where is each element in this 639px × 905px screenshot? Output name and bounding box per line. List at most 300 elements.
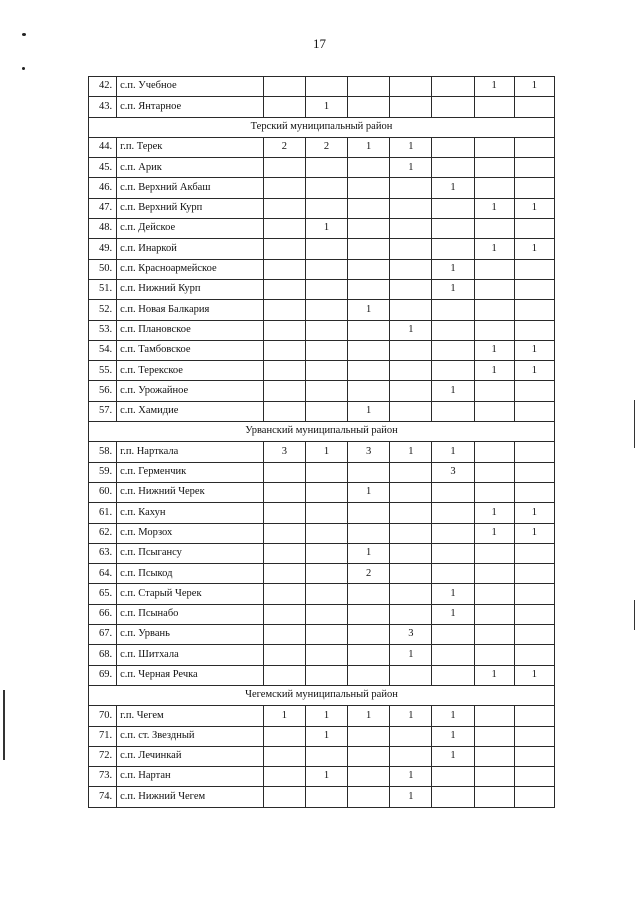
row-number: 46. [89, 178, 117, 198]
value-cell [348, 361, 390, 381]
value-cell [305, 482, 347, 502]
value-cell [305, 300, 347, 320]
table-row [89, 219, 555, 239]
value-cell [305, 361, 347, 381]
settlement-name: с.п. Шитхала [117, 645, 264, 665]
value-cell [305, 584, 347, 604]
value-cell [263, 381, 305, 401]
value-cell [432, 503, 474, 523]
settlement-name: с.п. Псыкод [117, 564, 264, 584]
value-cell [514, 726, 554, 746]
value-cell [474, 482, 514, 502]
value-cell [514, 219, 554, 239]
value-cell: 1 [348, 706, 390, 726]
value-cell [305, 239, 347, 259]
value-cell [390, 665, 432, 685]
value-cell: 1 [348, 482, 390, 502]
value-cell [348, 584, 390, 604]
value-cell: 1 [432, 442, 474, 462]
value-cell: 3 [390, 625, 432, 645]
value-cell: 1 [514, 523, 554, 543]
value-cell [514, 178, 554, 198]
row-number: 52. [89, 300, 117, 320]
value-cell [390, 726, 432, 746]
scan-edge-mark [634, 600, 635, 630]
value-cell: 1 [305, 442, 347, 462]
value-cell [263, 279, 305, 299]
value-cell [263, 259, 305, 279]
value-cell: 1 [514, 361, 554, 381]
value-cell: 1 [348, 137, 390, 157]
scan-speck [22, 67, 25, 70]
value-cell: 1 [474, 239, 514, 259]
value-cell [514, 442, 554, 462]
value-cell [305, 77, 347, 97]
row-number: 61. [89, 503, 117, 523]
value-cell [514, 767, 554, 787]
value-cell [305, 198, 347, 218]
value-cell [474, 564, 514, 584]
value-cell [514, 625, 554, 645]
value-cell [514, 279, 554, 299]
value-cell: 1 [514, 503, 554, 523]
table-row [89, 564, 555, 584]
settlement-name: с.п. Морзох [117, 523, 264, 543]
value-cell [305, 279, 347, 299]
settlement-name: с.п. Учебное [117, 77, 264, 97]
value-cell [305, 340, 347, 360]
value-cell [390, 279, 432, 299]
settlement-name: с.п. Янтарное [117, 97, 264, 117]
value-cell [432, 523, 474, 543]
value-cell [305, 503, 347, 523]
value-cell [474, 300, 514, 320]
value-cell: 1 [432, 259, 474, 279]
value-cell: 1 [390, 706, 432, 726]
table-row [89, 746, 555, 766]
section-header-row [89, 685, 555, 705]
row-number: 65. [89, 584, 117, 604]
value-cell [514, 381, 554, 401]
table-row [89, 381, 555, 401]
row-number: 51. [89, 279, 117, 299]
table-row [89, 320, 555, 340]
settlement-name: с.п. Герменчик [117, 462, 264, 482]
value-cell: 1 [390, 320, 432, 340]
value-cell [263, 564, 305, 584]
row-number: 59. [89, 462, 117, 482]
value-cell: 1 [474, 361, 514, 381]
value-cell [474, 259, 514, 279]
value-cell [432, 401, 474, 421]
value-cell [390, 361, 432, 381]
settlement-name: с.п. Нартан [117, 767, 264, 787]
row-number: 72. [89, 746, 117, 766]
value-cell [474, 401, 514, 421]
value-cell [390, 219, 432, 239]
value-cell [263, 543, 305, 563]
value-cell: 1 [390, 787, 432, 807]
value-cell [514, 645, 554, 665]
value-cell [305, 158, 347, 178]
table-row [89, 137, 555, 157]
value-cell [348, 381, 390, 401]
value-cell [263, 482, 305, 502]
settlement-name: г.п. Терек [117, 137, 264, 157]
table-row [89, 523, 555, 543]
value-cell: 3 [432, 462, 474, 482]
value-cell: 1 [474, 665, 514, 685]
row-number: 60. [89, 482, 117, 502]
value-cell [432, 340, 474, 360]
table-row [89, 401, 555, 421]
value-cell [514, 543, 554, 563]
table-row [89, 787, 555, 807]
value-cell [474, 787, 514, 807]
value-cell [348, 625, 390, 645]
value-cell [263, 665, 305, 685]
value-cell [390, 523, 432, 543]
row-number: 63. [89, 543, 117, 563]
value-cell [474, 178, 514, 198]
value-cell [348, 746, 390, 766]
value-cell [348, 645, 390, 665]
value-cell [474, 462, 514, 482]
settlement-name: г.п. Нарткала [117, 442, 264, 462]
value-cell [514, 462, 554, 482]
value-cell [263, 767, 305, 787]
value-cell [390, 462, 432, 482]
section-title: Чегемский муниципальный район [89, 685, 555, 705]
value-cell [514, 564, 554, 584]
value-cell: 1 [390, 767, 432, 787]
table-row [89, 361, 555, 381]
value-cell [263, 77, 305, 97]
row-number: 58. [89, 442, 117, 462]
value-cell [263, 320, 305, 340]
value-cell [390, 584, 432, 604]
value-cell [474, 625, 514, 645]
value-cell: 1 [474, 523, 514, 543]
value-cell [263, 97, 305, 117]
value-cell: 1 [305, 219, 347, 239]
settlement-name: с.п. Арик [117, 158, 264, 178]
table-row [89, 279, 555, 299]
table-row [89, 340, 555, 360]
settlement-name: с.п. Псынабо [117, 604, 264, 624]
value-cell [514, 97, 554, 117]
row-number: 53. [89, 320, 117, 340]
row-number: 50. [89, 259, 117, 279]
value-cell [390, 198, 432, 218]
value-cell [514, 320, 554, 340]
value-cell [348, 665, 390, 685]
value-cell [305, 665, 347, 685]
value-cell [263, 584, 305, 604]
value-cell: 1 [432, 279, 474, 299]
value-cell [474, 381, 514, 401]
value-cell [390, 401, 432, 421]
value-cell [263, 625, 305, 645]
value-cell [432, 300, 474, 320]
value-cell [263, 340, 305, 360]
value-cell [263, 746, 305, 766]
value-cell [514, 706, 554, 726]
value-cell [474, 97, 514, 117]
value-cell: 1 [390, 442, 432, 462]
value-cell: 1 [432, 746, 474, 766]
value-cell [305, 462, 347, 482]
value-cell: 1 [390, 137, 432, 157]
row-number: 67. [89, 625, 117, 645]
value-cell [432, 361, 474, 381]
value-cell [432, 137, 474, 157]
value-cell [348, 259, 390, 279]
value-cell: 1 [390, 645, 432, 665]
value-cell: 1 [432, 706, 474, 726]
value-cell [390, 239, 432, 259]
row-number: 70. [89, 706, 117, 726]
scan-edge-mark [3, 690, 5, 760]
value-cell [348, 279, 390, 299]
value-cell [263, 361, 305, 381]
value-cell [474, 158, 514, 178]
value-cell [263, 726, 305, 746]
table-row [89, 259, 555, 279]
value-cell [305, 259, 347, 279]
value-cell: 1 [474, 77, 514, 97]
value-cell [305, 787, 347, 807]
settlement-name: с.п. Хамидие [117, 401, 264, 421]
table-row [89, 97, 555, 117]
settlement-name: с.п. Инаркой [117, 239, 264, 259]
table-row [89, 584, 555, 604]
value-cell [305, 401, 347, 421]
settlement-name: с.п. Нижний Чегем [117, 787, 264, 807]
settlements-table [88, 76, 555, 808]
table-row [89, 239, 555, 259]
row-number: 42. [89, 77, 117, 97]
value-cell [474, 746, 514, 766]
value-cell [263, 300, 305, 320]
value-cell [305, 381, 347, 401]
value-cell [432, 543, 474, 563]
table-row [89, 462, 555, 482]
value-cell [432, 564, 474, 584]
value-cell [305, 564, 347, 584]
value-cell [263, 198, 305, 218]
value-cell: 1 [432, 381, 474, 401]
row-number: 73. [89, 767, 117, 787]
value-cell: 2 [263, 137, 305, 157]
value-cell [432, 320, 474, 340]
value-cell [514, 137, 554, 157]
value-cell: 1 [514, 665, 554, 685]
settlement-name: с.п. Черная Речка [117, 665, 264, 685]
scan-edge-mark [634, 400, 635, 448]
settlement-name: с.п. Нижний Курп [117, 279, 264, 299]
value-cell [474, 137, 514, 157]
value-cell: 1 [432, 178, 474, 198]
value-cell: 1 [432, 584, 474, 604]
row-number: 49. [89, 239, 117, 259]
value-cell [348, 77, 390, 97]
table-row [89, 77, 555, 97]
table-row [89, 442, 555, 462]
value-cell [390, 482, 432, 502]
row-number: 43. [89, 97, 117, 117]
row-number: 54. [89, 340, 117, 360]
value-cell [348, 726, 390, 746]
value-cell [474, 706, 514, 726]
row-number: 55. [89, 361, 117, 381]
table-row [89, 178, 555, 198]
value-cell [263, 239, 305, 259]
table-row [89, 198, 555, 218]
value-cell: 1 [432, 726, 474, 746]
value-cell [390, 259, 432, 279]
value-cell [263, 645, 305, 665]
row-number: 56. [89, 381, 117, 401]
value-cell [390, 77, 432, 97]
value-cell: 1 [514, 198, 554, 218]
settlement-name: с.п. Кахун [117, 503, 264, 523]
value-cell [514, 746, 554, 766]
value-cell [514, 401, 554, 421]
value-cell [390, 564, 432, 584]
row-number: 64. [89, 564, 117, 584]
value-cell [474, 584, 514, 604]
value-cell [390, 503, 432, 523]
settlement-name: с.п. ст. Звездный [117, 726, 264, 746]
value-cell [514, 482, 554, 502]
value-cell: 1 [390, 158, 432, 178]
settlement-name: с.п. Дейское [117, 219, 264, 239]
scan-speck [22, 33, 26, 36]
table-row [89, 625, 555, 645]
table-row [89, 726, 555, 746]
settlement-name: с.п. Урвань [117, 625, 264, 645]
row-number: 48. [89, 219, 117, 239]
value-cell [514, 300, 554, 320]
value-cell [432, 198, 474, 218]
value-cell: 3 [348, 442, 390, 462]
value-cell [432, 645, 474, 665]
page-number: 17 [313, 36, 326, 51]
value-cell: 2 [348, 564, 390, 584]
value-cell [263, 219, 305, 239]
value-cell [263, 462, 305, 482]
value-cell [474, 219, 514, 239]
value-cell: 1 [305, 726, 347, 746]
table-row [89, 767, 555, 787]
table-row [89, 158, 555, 178]
value-cell [263, 178, 305, 198]
settlement-name: с.п. Урожайное [117, 381, 264, 401]
row-number: 45. [89, 158, 117, 178]
settlement-name: с.п. Новая Балкария [117, 300, 264, 320]
value-cell [305, 645, 347, 665]
value-cell [390, 543, 432, 563]
row-number: 71. [89, 726, 117, 746]
row-number: 69. [89, 665, 117, 685]
value-cell [432, 219, 474, 239]
value-cell [305, 178, 347, 198]
value-cell [348, 239, 390, 259]
value-cell: 1 [348, 543, 390, 563]
value-cell [263, 158, 305, 178]
row-number: 68. [89, 645, 117, 665]
row-number: 57. [89, 401, 117, 421]
value-cell [263, 787, 305, 807]
value-cell: 1 [514, 77, 554, 97]
value-cell [263, 604, 305, 624]
value-cell: 2 [305, 137, 347, 157]
value-cell [305, 625, 347, 645]
settlement-name: с.п. Лечинкай [117, 746, 264, 766]
settlement-name: с.п. Верхний Курп [117, 198, 264, 218]
table-row [89, 503, 555, 523]
value-cell [263, 523, 305, 543]
table-row [89, 300, 555, 320]
value-cell: 1 [348, 401, 390, 421]
value-cell [432, 665, 474, 685]
section-header-row [89, 422, 555, 442]
value-cell [474, 279, 514, 299]
value-cell [432, 767, 474, 787]
value-cell [390, 97, 432, 117]
value-cell [348, 340, 390, 360]
value-cell [432, 77, 474, 97]
row-number: 47. [89, 198, 117, 218]
value-cell: 1 [263, 706, 305, 726]
value-cell [348, 97, 390, 117]
table-row [89, 604, 555, 624]
settlement-name: г.п. Чегем [117, 706, 264, 726]
settlement-name: с.п. Нижний Черек [117, 482, 264, 502]
value-cell [432, 97, 474, 117]
row-number: 62. [89, 523, 117, 543]
value-cell: 1 [514, 239, 554, 259]
value-cell [305, 320, 347, 340]
value-cell [432, 239, 474, 259]
value-cell [474, 543, 514, 563]
value-cell: 1 [474, 340, 514, 360]
value-cell: 1 [348, 300, 390, 320]
table-row [89, 645, 555, 665]
value-cell: 1 [432, 604, 474, 624]
value-cell [514, 787, 554, 807]
value-cell [390, 746, 432, 766]
value-cell [390, 381, 432, 401]
value-cell [474, 320, 514, 340]
value-cell [432, 482, 474, 502]
value-cell [390, 178, 432, 198]
settlement-name: с.п. Псыгансу [117, 543, 264, 563]
section-title: Терский муниципальный район [89, 117, 555, 137]
value-cell [348, 503, 390, 523]
value-cell [474, 767, 514, 787]
settlement-name: с.п. Плановское [117, 320, 264, 340]
section-header-row [89, 117, 555, 137]
settlement-name: с.п. Старый Черек [117, 584, 264, 604]
value-cell [474, 604, 514, 624]
table-row [89, 706, 555, 726]
value-cell [348, 462, 390, 482]
value-cell [305, 604, 347, 624]
value-cell: 3 [263, 442, 305, 462]
value-cell [432, 787, 474, 807]
